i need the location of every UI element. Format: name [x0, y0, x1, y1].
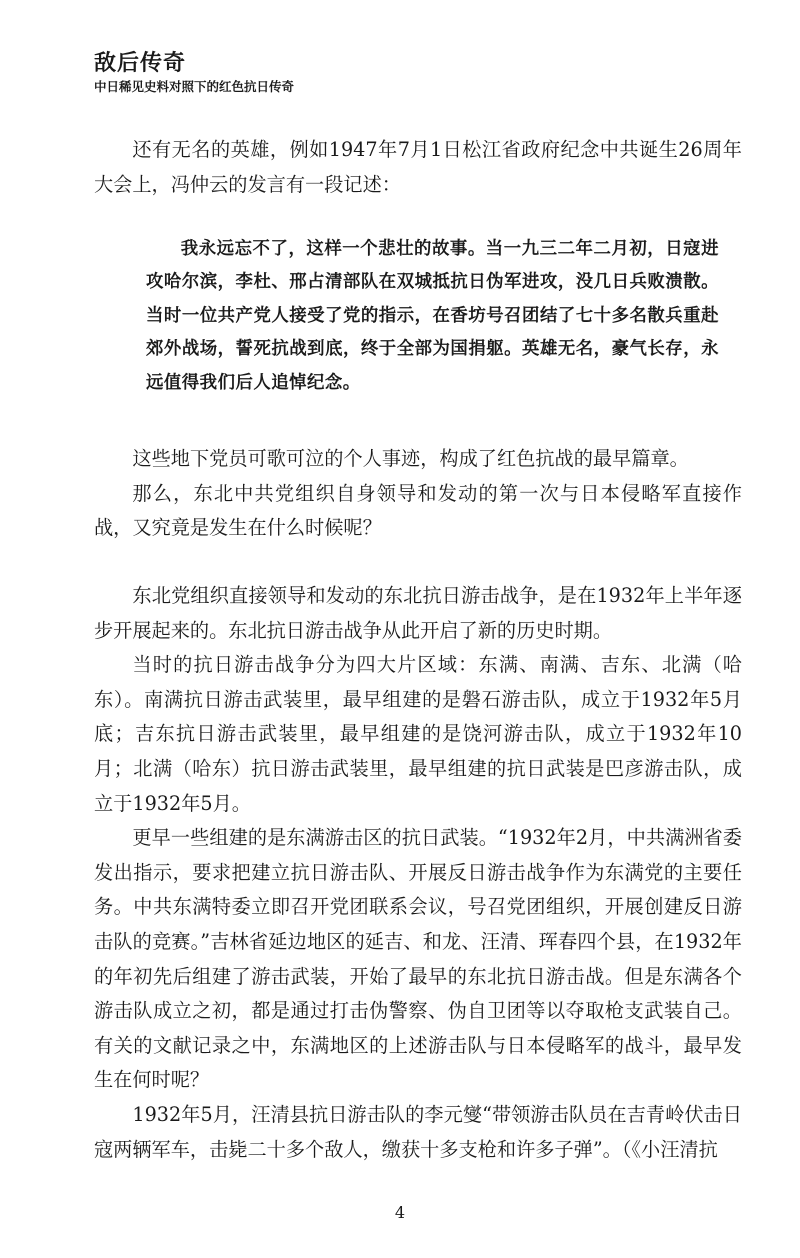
block-quote	[146, 233, 719, 400]
page-number: 4	[394, 1203, 406, 1222]
quote-paragraph: 我永远忘不了，这样一个悲壮的故事。当一九三二年二月初，日寇进攻哈尔滨，李杜、邢占清部队在双城抵抗日伪军进攻，没几日兵败溃散。当时一位共产党人接受了党的指示，在香坊号召团结了七十多名散兵重赴郊外战场，誓死抗战到底，终于全部为国捐躯。英雄无名，豪气长存，永远值得我们后人追悼纪念。	[146, 239, 719, 393]
paragraph-may-1932: 1932年5月，汪清县抗日游击队的李元燮“带领游击队员在吉青岭伏击日寇两辆军车，击毙二十多个敌人，缴获十多支枪和许多子弹”。（《小汪清抗	[94, 1102, 742, 1161]
middle-section	[94, 442, 742, 546]
intro-paragraph: 还有无名的英雄，例如1947年7月1日松江省政府纪念中共诞生26周年大会上，冯仲云的发言有一段记述：	[94, 138, 742, 196]
running-header	[94, 50, 294, 96]
paragraph-east-manchuria: 更早一些组建的是东满游击区的抗日武装。“1932年2月，中共满洲省委发出指示，要求把建立抗日游击队、开展反日游击战争作为东满党的主要任务。中共东满特委立即召开党团联系会议，号召党团组织，开展创建反日游击队的竞赛。”吉林省延边地区的延吉、和龙、汪清、珲春四个县，在1932年的年初先后组建了游击武装，开始了最早的东北抗日游击战。但是东满各个游击队成立之初，都是通过打击伪警察、伪自卫团等以夺取枪支武装自己。有关的文献记录之中，东满地区的上述游击队与日本侵略军的战斗，最早发生在何时呢？	[94, 826, 742, 1092]
paragraph-question: 那么，东北中共党组织自身领导和发动的第一次与日本侵略军直接作战，又究竟是发生在什么时候呢？	[94, 481, 742, 540]
book-title: 敌后传奇	[94, 51, 187, 76]
paragraph-summary: 这些地下党员可歌可泣的个人事迹，构成了红色抗战的最早篇章。	[132, 447, 689, 470]
paragraph-guerrilla-start: 东北党组织直接领导和发动的东北抗日游击战争，是在1932年上半年逐步开展起来的。东北抗日游击战争从此开启了新的历史时期。	[94, 584, 742, 642]
intro-section	[94, 133, 742, 202]
paragraph-four-regions: 当时的抗日游击战争分为四大片区域：东满、南满、吉东、北满（哈东）。南满抗日游击武装里，最早组建的是磐石游击队，成立于1932年5月底；吉东抗日游击武装里，最早组建的是饶河游击队，成立于1932年10月；北满（哈东）抗日游击武装里，最早组建的抗日武装是巴彦游击队，成立于1932年5月。	[94, 653, 742, 815]
body-section	[94, 579, 742, 1167]
book-subtitle: 中日稀见史料对照下的红色抗日传奇	[94, 79, 295, 94]
